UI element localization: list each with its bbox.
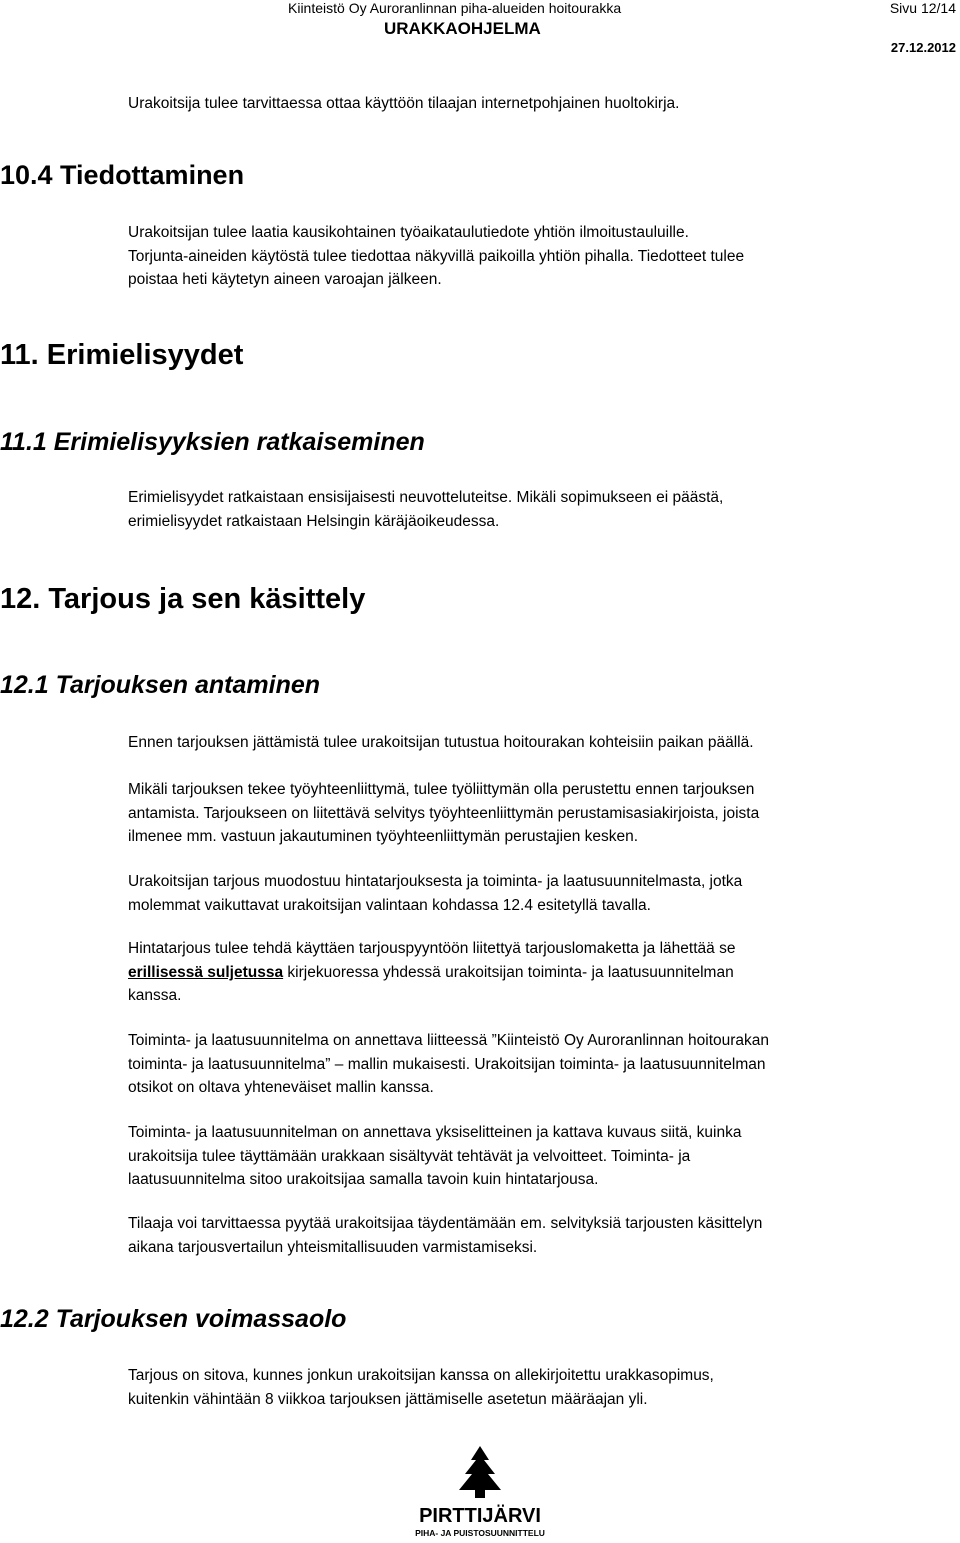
section-heading-10-4: 10.4 Tiedottaminen: [0, 160, 245, 190]
paragraph-5: [128, 1029, 958, 1100]
header-document-title: URAKKAOHJELMA: [384, 19, 541, 38]
text-line: Ennen tarjouksen jättämistä tulee urakoitsijan tutustua hoitourakan kohteisiin paikan päällä.: [128, 734, 754, 751]
intro-text: Urakoitsija tulee tarvittaessa ottaa käyttöön tilaajan internetpohjainen huoltokirja.: [128, 95, 680, 112]
text-line: otsikot on oltava yhteneväiset mallin kanssa.: [128, 1079, 434, 1097]
header-date: 27.12.2012: [890, 40, 956, 55]
text-line: Tarjous on sitova, kunnes jonkun urakoitsijan kanssa on allekirjoitettu urakkasopimus,: [128, 1367, 714, 1384]
text-span: kirjekuoressa yhdessä urakoitsijan toiminta- ja laatusuunnitelman: [283, 963, 734, 981]
text-line: laatusuunnitelma sitoo urakoitsijaa samalla tavoin kuin hintatarjousa.: [128, 1171, 599, 1189]
text-line: kanssa.: [128, 987, 182, 1005]
text-line: Torjunta-aineiden käytöstä tulee tiedottaa näkyvillä paikoilla yhtiön pihalla. Tiedotteet tulee: [128, 247, 745, 265]
text-line: aikana tarjousvertailun yhteismitallisuuden varmistamiseksi.: [128, 1238, 538, 1256]
paragraph-3: [128, 870, 958, 917]
text-line: Toiminta- ja laatusuunnitelma on annettava liitteessä ”Kiinteistö Oy Auroranlinnan hoitourakan: [128, 1032, 770, 1049]
paragraph-2: [128, 778, 958, 849]
text-line: antamista. Tarjoukseen on liitettävä selvitys työyhteenliittymän perustamisasiakirjoista, joista: [128, 804, 760, 822]
paragraph-7: [128, 1212, 958, 1259]
text-line: urakoitsija tulee täyttämään urakkaan sisältyvät tehtävät ja velvoitteet. Toiminta- ja: [128, 1147, 691, 1165]
paragraph-4: [128, 937, 958, 1008]
text-line: kuitenkin vähintään 8 viikkoa tarjouksen jättämiselle asetetun määräajan yli.: [128, 1390, 648, 1408]
text-line: Toiminta- ja laatusuunnitelman on annettava yksiselitteinen ja kattava kuvaus siitä, kuinka: [128, 1124, 742, 1141]
text-line: [128, 961, 958, 985]
text-line: molemmat vaikuttavat urakoitsijan valintaan kohdassa 12.4 esitetyllä tavalla.: [128, 896, 651, 914]
paragraph-6: [128, 1121, 958, 1192]
header-page-number: Sivu 12/14: [889, 0, 956, 16]
section-heading-12: 12. Tarjous ja sen käsittely: [0, 583, 366, 615]
header-company: Kiinteistö Oy Auroranlinnan piha-alueiden hoitourakka: [288, 0, 622, 16]
text-line: poistaa heti käytetyn aineen varoajan jälkeen.: [128, 271, 442, 289]
intro-paragraph: [128, 92, 958, 116]
text-line: Urakoitsijan tarjous muodostuu hintatarjouksesta ja toiminta- ja laatusuunnitelmasta, jotka: [128, 873, 743, 890]
logo-subtitle: PIHA- JA PUISTOSUUNNITTELU: [415, 1528, 545, 1538]
paragraph-1: [128, 731, 958, 755]
text-line: Erimielisyydet ratkaistaan ensisijaisesti neuvotteluteitse. Mikäli sopimukseen ei päästä,: [128, 489, 724, 506]
tree-icon: [399, 1444, 561, 1538]
page-header: [0, 0, 960, 18]
section-heading-12-2: 12.2 Tarjouksen voimassaolo: [0, 1305, 347, 1333]
section-10-4-paragraph: [128, 221, 958, 292]
section-heading-12-1: 12.1 Tarjouksen antaminen: [0, 671, 321, 699]
company-logo: [399, 1444, 561, 1538]
section-heading-11: 11. Erimielisyydet: [0, 339, 244, 371]
section-heading-11-1: 11.1 Erimielisyyksien ratkaiseminen: [0, 428, 425, 456]
text-line: Tilaaja voi tarvittaessa pyytää urakoitsijaa täydentämään em. selvityksiä tarjousten käsittelyn: [128, 1215, 763, 1232]
text-line: ilmenee mm. vastuun jakautuminen työyhteenliittymän perustajien kesken.: [128, 828, 639, 846]
text-line: Hintatarjous tulee tehdä käyttäen tarjouspyyntöön liitettyä tarjouslomaketta ja lähettää se: [128, 940, 736, 957]
text-line: erimielisyydet ratkaistaan Helsingin käräjäoikeudessa.: [128, 512, 500, 530]
section-11-1-paragraph: [128, 486, 958, 533]
paragraph-8: [128, 1364, 958, 1411]
text-line: Mikäli tarjouksen tekee työyhteenliittymä, tulee työliittymän olla perustettu ennen tarjouksen: [128, 781, 755, 798]
text-line: toiminta- ja laatusuunnitelma” – mallin mukaisesti. Urakoitsijan toiminta- ja laatusuunnitelman: [128, 1055, 766, 1073]
text-line: Urakoitsijan tulee laatia kausikohtainen työaikataulutiedote yhtiön ilmoitustauluille.: [128, 224, 689, 241]
logo-name: PIRTTIJÄRVI: [419, 1505, 541, 1527]
emphasized-text: erillisessä suljetussa: [128, 963, 284, 981]
